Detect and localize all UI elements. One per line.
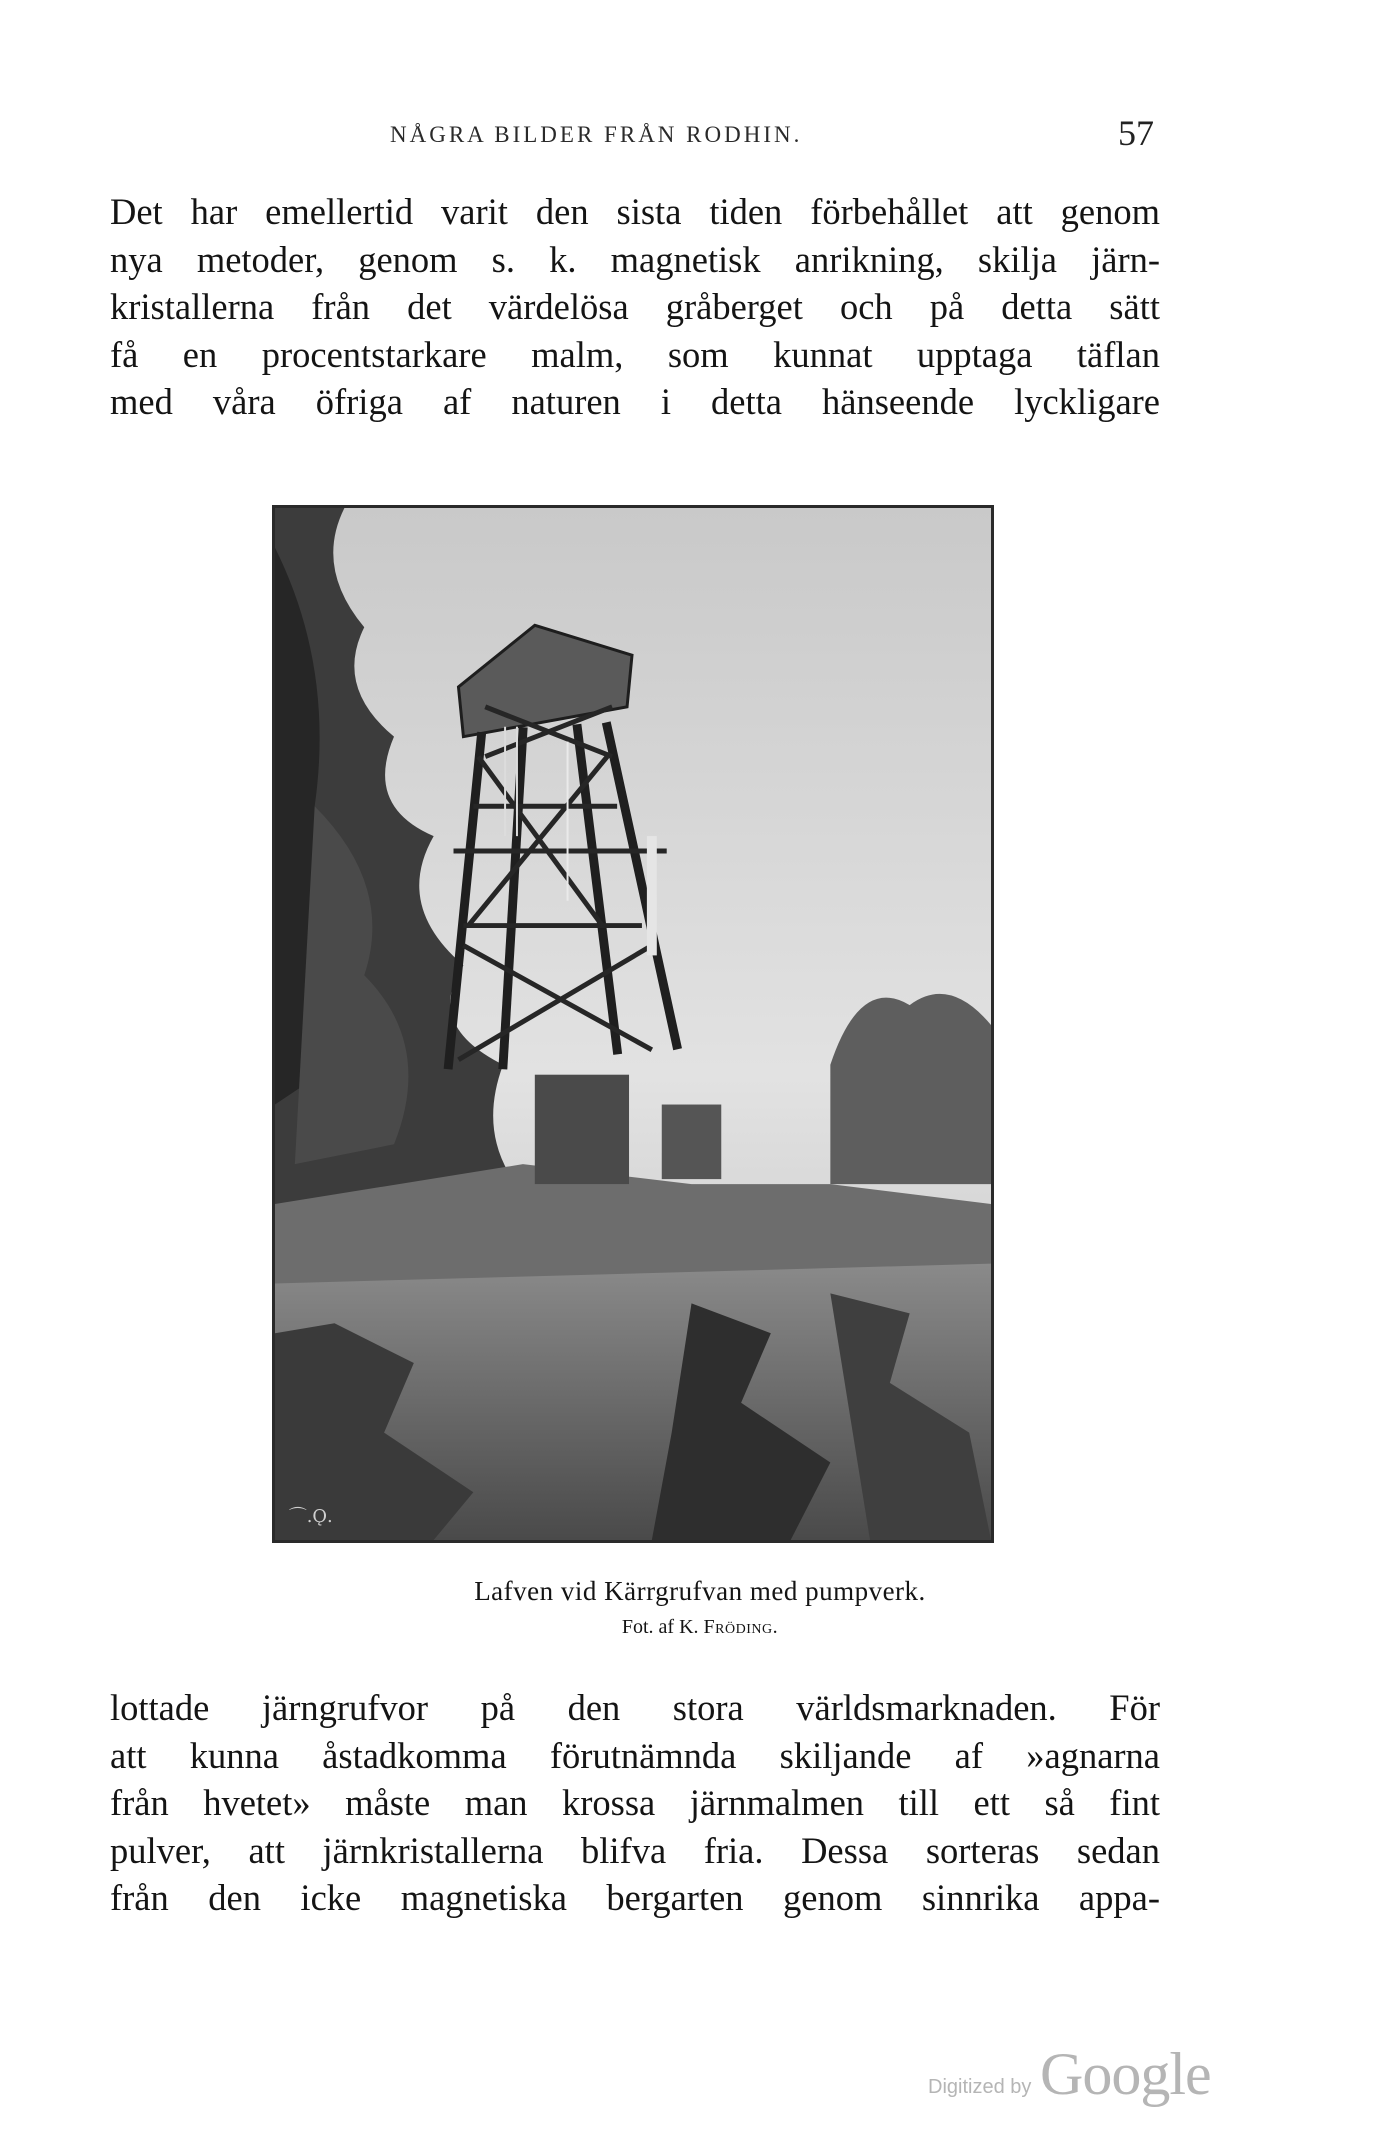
digitized-watermark xyxy=(928,2040,1228,2110)
text-line: få en procentstarkare malm, som kunnat upptaga täflan xyxy=(110,333,1160,375)
credit-name: Fröding. xyxy=(703,1616,779,1638)
photo-credit xyxy=(0,1616,1400,1639)
text-line: från den icke magnetiska bergarten genom sinnrika appa- xyxy=(110,1877,1160,1918)
text-line: att kunna åstadkomma förutnämnda skiljande af »agnarna xyxy=(110,1734,1160,1776)
photo-illustration xyxy=(275,508,991,1540)
watermark-prefix: Digitized by xyxy=(928,2076,1032,2098)
credit-prefix: Fot. af K. xyxy=(621,1616,699,1638)
running-title: NÅGRA BILDER FRÅN RODHIN. xyxy=(390,122,803,147)
figure-caption: Lafven vid Kärrgrufvan med pumpverk. xyxy=(474,1576,926,1606)
photo-mine-tower xyxy=(272,505,994,1543)
page-number: 57 xyxy=(1118,113,1154,153)
watermark-brand-logo: Google xyxy=(1040,2041,1211,2107)
text-line: lottade järngrufvor på den stora världsmarknaden. För xyxy=(110,1687,1160,1728)
text-line: från hvetet» måste man krossa järnmalmen till ett så fint xyxy=(110,1782,1160,1823)
text-line: med våra öfriga af naturen i detta hänseende lyckligare xyxy=(110,381,1160,422)
svg-text:⌒.Ǫ.: ⌒.Ǫ. xyxy=(288,1506,333,1528)
text-line: Det har emellertid varit den sista tiden förbehållet att genom xyxy=(110,191,1160,232)
running-head xyxy=(0,113,1400,158)
paragraph-top xyxy=(110,188,1160,426)
text-line: nya metoder, genom s. k. magnetisk anrikning, skilja järn- xyxy=(110,238,1160,280)
paragraph-bottom xyxy=(110,1684,1160,1922)
text-line: kristallerna från det värdelösa gråberget och på detta sätt xyxy=(110,286,1160,327)
text-line: pulver, att järnkristallerna blifva fria. Dessa sorteras sedan xyxy=(110,1829,1160,1871)
